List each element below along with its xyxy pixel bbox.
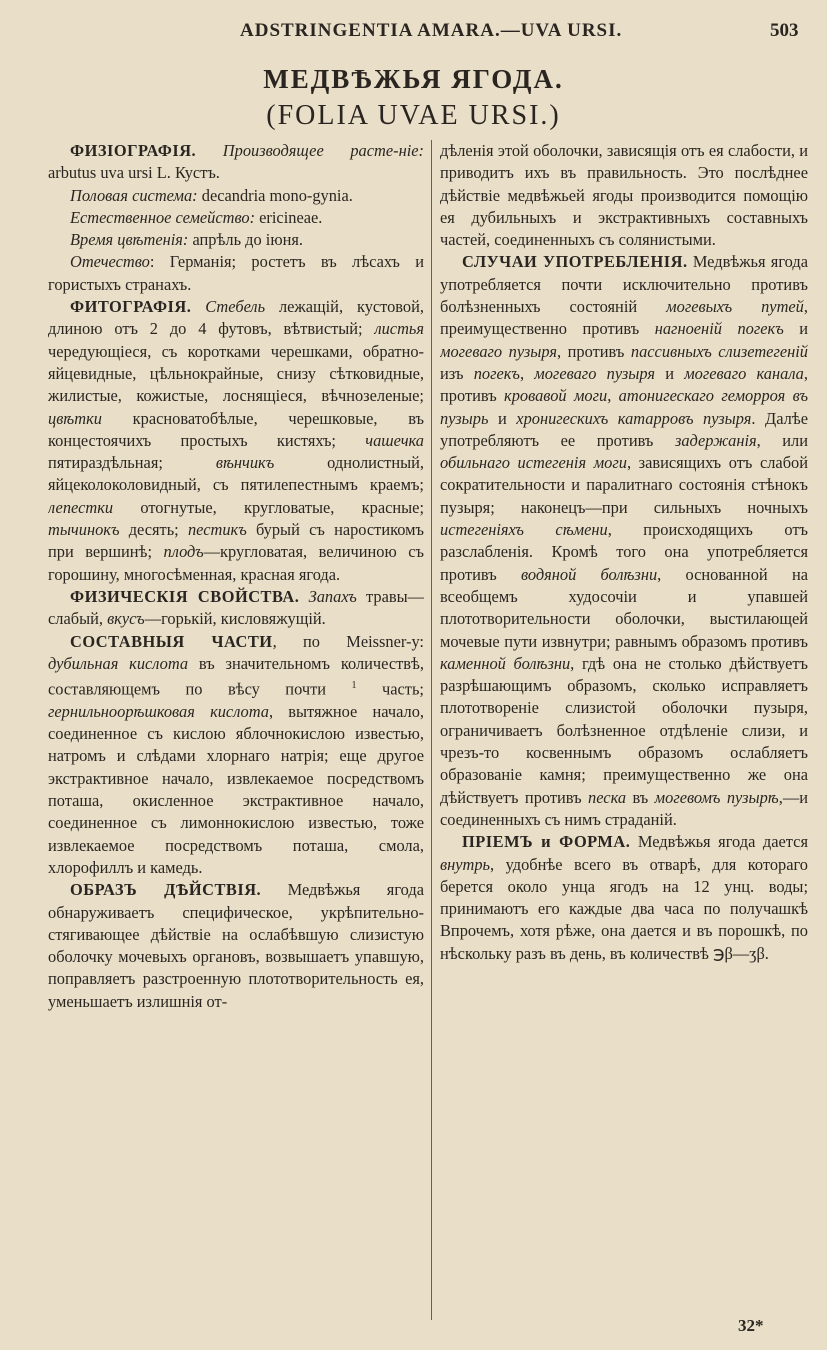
running-title: ADSTRINGENTIA AMARA.—UVA URSI.	[240, 20, 623, 41]
section-heading: ФИЗІОГРАФІЯ.	[70, 141, 197, 160]
column-divider	[431, 140, 432, 1320]
classification-line: Естественное семейство: ericineae.	[70, 207, 323, 227]
physiography-paragraph: ФИЗІОГРАФІЯ. Производящее расте-ніе: arbutus uva ursi L. Кустъ.	[48, 141, 424, 183]
running-head	[0, 20, 827, 46]
right-column	[440, 140, 808, 1320]
usage-paragraph: СЛУЧАИ УПОТРЕБЛЕНІЯ. Медвѣжья ягода употребляется почти исключительно противъ болѣзненныхъ состояній могевыхъ путей, преимущественно противъ нагноеній погекъ и могеваго пузыря, противъ пассивныхъ слизетегеній изъ погекъ, могеваго пузыря и могеваго канала, противъ кровавой моги, атонигескаго геморроя въ пузырь и хронигескихъ катарровъ пузыря. Далѣе употребляютъ ее противъ задержанія, или обильнаго истегенія моги, зависящихъ отъ слабой сократительности и паралитнаго состоянія стѣнокъ пузыря; наконецъ—при сильныхъ ночныхъ истегеніяхъ сѣмени, происходящихъ отъ разслабленія. Кромѣ того она употребляется противъ водяной болѣзни, основанной на всеобщемъ худосочіи и упавшей плототворительности оболочки, выстилающей мочевые пути извнутри; равнымъ образомъ противъ каменной болѣзни, гдѣ она не столько дѣйствуетъ разрѣшающимъ образомъ, сколько исправляетъ плототвореніе слизистой оболочки пузыря, ограничиваетъ болѣзненное отдѣленіе слизи, и чрезъ-то косвеннымъ образомъ ослабляетъ образованіе камня; преимущественно же она дѣйствуетъ противъ песка въ могевомъ пузырѣ,—и соединенныхъ съ нимъ страданій.	[440, 252, 808, 829]
section-heading: СЛУЧАИ УПОТРЕБЛЕНІЯ.	[462, 252, 688, 272]
classification-line: Время цвѣтенія: апрѣль до іюня.	[70, 230, 303, 250]
section-heading: ПРІЕМЪ и ФОРМА.	[462, 832, 631, 852]
physical-properties-paragraph: ФИЗИЧЕСКІЯ СВОЙСТВА. Запахъ травы—слабый, вкусъ—горькій, кисловяжущій.	[48, 586, 424, 629]
action-paragraph: ОБРАЗЪ ДѢЙСТВІЯ. Медвѣжья ягода обнаруживаетъ специфическое, укрѣпительно-стягивающее дѣйствіе на ослабѣвшую слизистую оболочку мочевыхъ органовъ, возвышаетъ упавшую, поправляетъ разстроенную плототворительность ея, уменьшаетъ излишнія от-	[48, 880, 424, 1011]
section-heading: ОБРАЗЪ ДѢЙСТВІЯ.	[70, 880, 262, 900]
article-title: МЕДВѢЖЬЯ ЯГОДА.	[263, 64, 564, 94]
classification-line: Половая система: decandria mono-gynia.	[70, 185, 353, 205]
action-continuation: дѣленія этой оболочки, зависящія отъ ея слабости, и приводитъ ихъ въ правильность. Это послѣднее дѣйствіе медвѣжьей ягоды производится помощію ея дубильныхъ и экстрактивныхъ составныхъ частей, соединенныхъ съ солянистыми.	[440, 141, 808, 250]
left-column	[48, 140, 424, 1320]
components-paragraph: СОСТАВНЫЯ ЧАСТИ, по Meissner-у: дубильная кислота въ значительномъ количествѣ, составляющемъ по вѣсу почти $^1$ часть; гернильноорѣшковая кислота, вытяжное начало, соединенное съ кислою яблочнокислою известью, натромъ и слѣдами хлорнаго натрія; еще другое экстрактивное начало, извлекаемое посредствомъ поташа, окисленное экстрактивное начало, соединенное съ лимоннокислою известью, тоже извлекаемое посредствомъ поташа, смола, хлорофиллъ и камедь.	[48, 631, 424, 877]
article-latin-title: (FOLIA UVAE URSI.)	[266, 100, 561, 131]
dosage-paragraph: ПРІЕМЪ и ФОРМА. Медвѣжья ягода дается внутрь, удобнѣе всего въ отварѣ, для котораго берется около унца ягодъ на 12 унц. воды; принимаютъ его каждые два часа по получашкѣ Впрочемъ, хотя рѣже, она дается и въ порошкѣ, по нѣскольку разъ въ день, въ количествѣ ℈β—ʒβ.	[440, 832, 808, 963]
section-heading: ФИЗИЧЕСКІЯ СВОЙСТВА.	[70, 586, 300, 606]
classification-line: Отечество: Германія; ростетъ въ лѣсахъ и гористыхъ странахъ.	[48, 252, 424, 294]
page-number: 503	[770, 20, 799, 41]
section-heading: ФИТОГРАФІЯ.	[70, 297, 192, 317]
section-heading: СОСТАВНЫЯ ЧАСТИ	[70, 631, 273, 651]
phytography-paragraph: ФИТОГРАФІЯ. Стебель лежащій, кустовой, длиною отъ 2 до 4 футовъ, вѣтвистый; листья чередующіеся, съ коротками черешками, обратно-яйцевидные, цѣльнокрайные, снизу сѣтковидные, жилистые, кожистые, лоснящіеся, вѣчнозеленые; цвѣтки красноватобѣлые, черешковые, въ концестоячихъ простыхъ кистяхъ; чашечка пятираздѣльная; вѣнчикъ однолистный, яйцеколоколовидный, съ пятилепестнымъ краемъ; лепестки отогнутые, кругловатые, красные; тычинокъ десять; пестикъ бурый съ наростикомъ при вершинѣ; плодъ—кругловатая, величиною съ горошину, многосѣменная, красная ягода.	[48, 297, 424, 584]
signature-mark: 32*	[738, 1316, 764, 1335]
